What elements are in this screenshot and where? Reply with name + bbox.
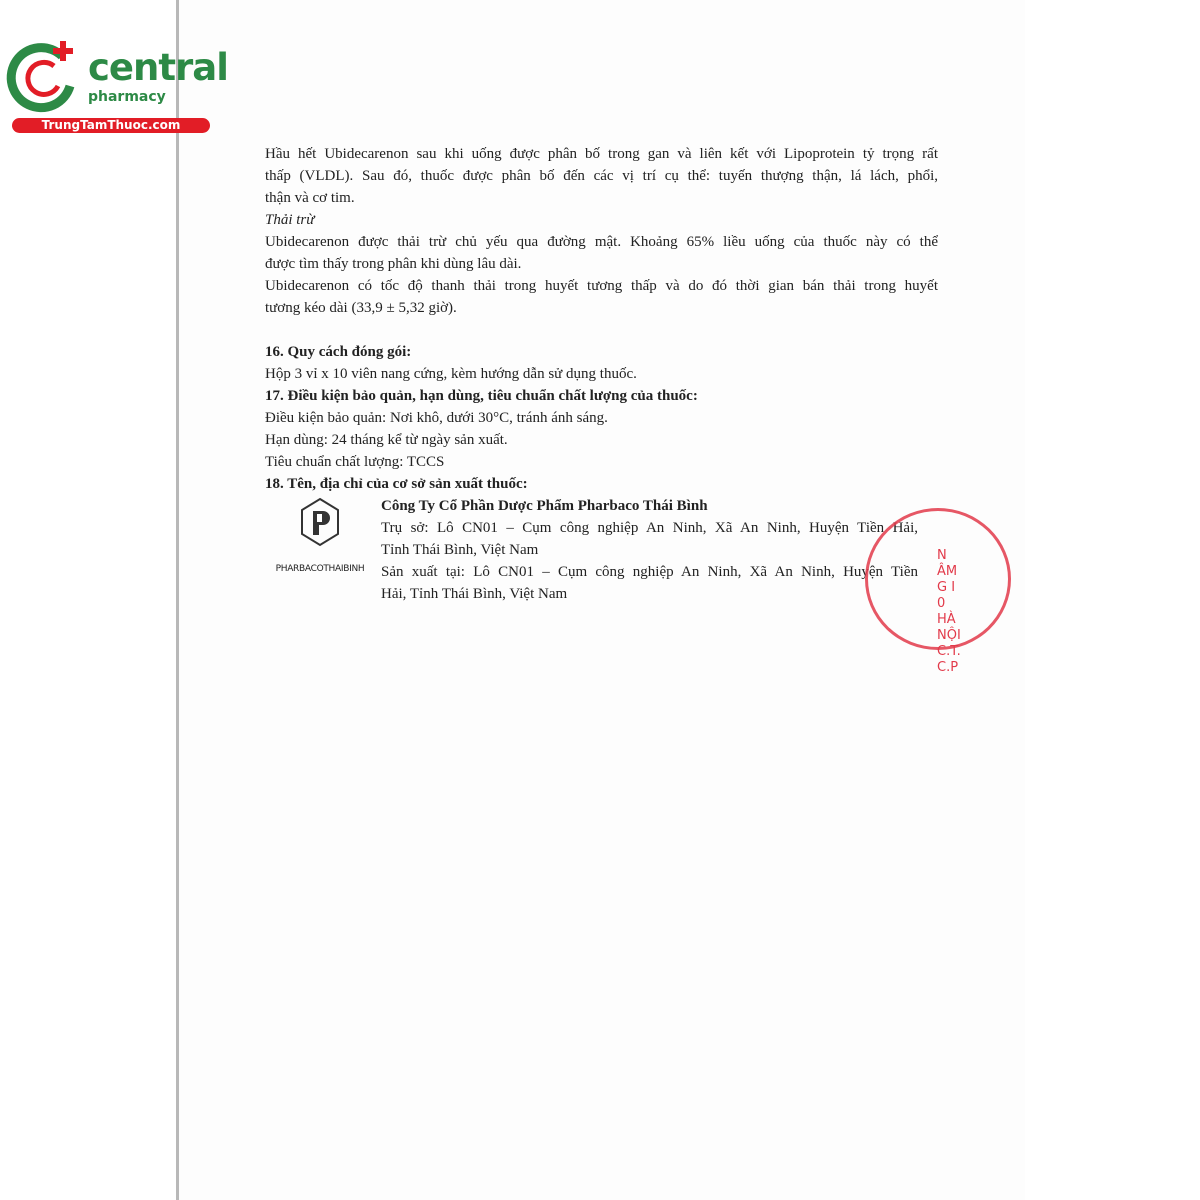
text-line: Hầu hết Ubidecarenon sau khi uống được phân bố trong gan và liên kết với Lipoprotein tỷ trọng rất xyxy=(265,146,938,162)
central-pharmacy-logo xyxy=(10,38,228,138)
section-17-line: Điều kiện bảo quản: Nơi khô, dưới 30°C, tránh ánh sáng. xyxy=(265,410,608,426)
text-line: thận và cơ tim. xyxy=(265,190,355,206)
elimination-heading: Thải trừ xyxy=(265,212,315,228)
section-16-title: 16. Quy cách đóng gói: xyxy=(265,344,412,360)
section-18-title: 18. Tên, địa chỉ của cơ sở sản xuất thuốc: xyxy=(265,476,528,492)
address-line: Sản xuất tại: Lô CN01 – Cụm công nghiệp An Ninh, Xã An Ninh, Huyện Tiền xyxy=(381,564,918,580)
manufacturer-block xyxy=(265,495,938,605)
pharbaco-hexagon-icon xyxy=(299,497,341,547)
logo-url: TrungTamThuoc.com xyxy=(12,118,210,133)
document-body xyxy=(265,143,938,605)
section-16-text: Hộp 3 vỉ x 10 viên nang cứng, kèm hướng dẫn sử dụng thuốc. xyxy=(265,366,637,382)
pharbaco-caption: PHARBACOTHAIBINH xyxy=(275,564,365,574)
section-17-line: Hạn dùng: 24 tháng kể từ ngày sản xuất. xyxy=(265,432,508,448)
text-line: tương kéo dài (33,9 ± 5,32 giờ). xyxy=(265,300,457,316)
address-line: Trụ sở: Lô CN01 – Cụm công nghiệp An Ninh, Xã An Ninh, Huyện Tiền Hải, xyxy=(381,520,918,536)
section-17-title: 17. Điều kiện bảo quản, hạn dùng, tiêu chuẩn chất lượng của thuốc: xyxy=(265,388,698,404)
text-line: Ubidecarenon có tốc độ thanh thải trong huyết tương thấp và do đó thời gian bán thải trong huyết xyxy=(265,278,938,294)
logo-sub: pharmacy xyxy=(88,89,166,105)
text-line: được tìm thấy trong phân khi dùng lâu dài. xyxy=(265,256,522,272)
pharbaco-logo xyxy=(265,497,375,580)
company-name: Công Ty Cổ Phần Dược Phẩm Pharbaco Thái Bình xyxy=(381,498,708,514)
text-line: thấp (VLDL). Sau đó, thuốc được phân bố đến các vị trí cụ thể: tuyến thượng thận, lá lách, phổi, xyxy=(265,168,938,184)
address-line: Hải, Tỉnh Thái Bình, Việt Nam xyxy=(381,586,568,602)
manufacturer-info xyxy=(381,495,918,605)
section-17-line: Tiêu chuẩn chất lượng: TCCS xyxy=(265,454,445,470)
stamp-text: N ÂM G I 0 HÀ NỘI C.T.C.P xyxy=(937,548,961,675)
address-line: Tỉnh Thái Bình, Việt Nam xyxy=(381,542,539,558)
logo-brand: central xyxy=(88,46,228,89)
red-seal-stamp xyxy=(935,508,1025,675)
text-line: Ubidecarenon được thải trừ chủ yếu qua đường mật. Khoảng 65% liều uống của thuốc này có thể xyxy=(265,234,938,250)
pharmacy-logo-icon xyxy=(10,38,85,113)
